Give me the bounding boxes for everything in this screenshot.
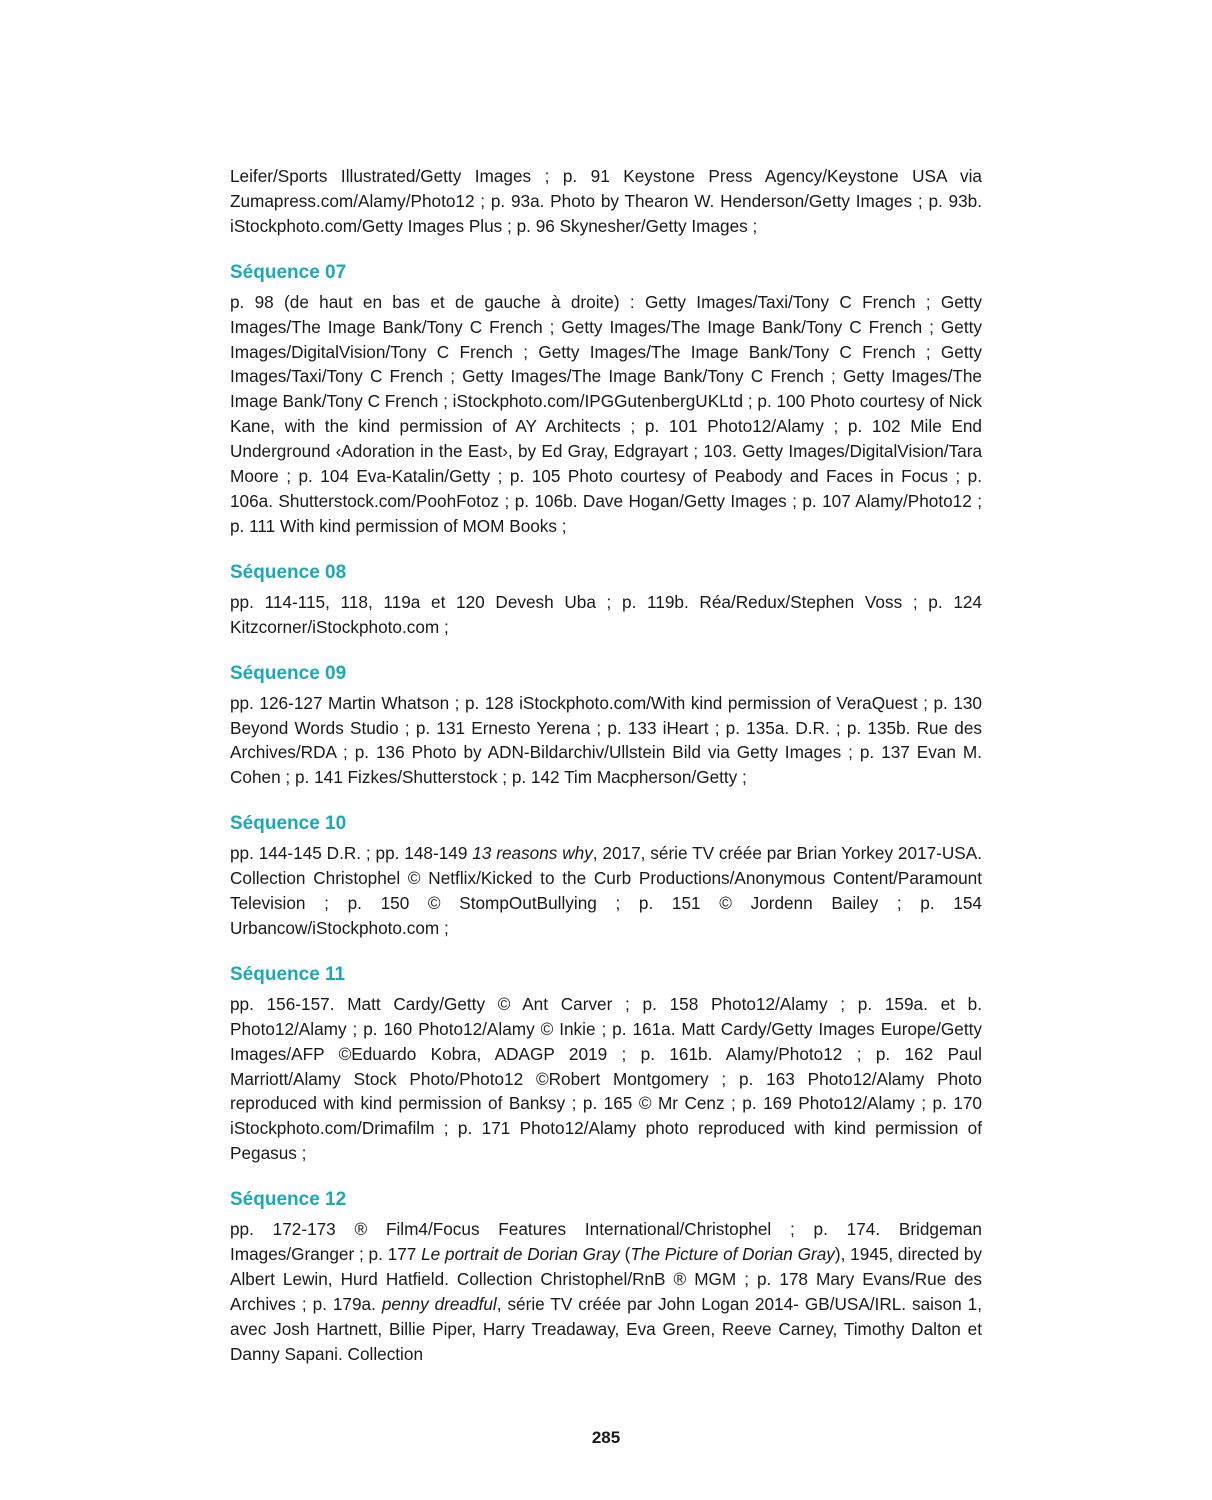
section-10-title-italic: 13 reasons why [472, 843, 593, 864]
section-12-text-c: ), 1945, directed by Albert Lewin, Hurd Hatfield. Collection Christophel/RnB ® MGM ; p. 178 Mary Evans/Rue des Archives ; p. 179a. [230, 1244, 983, 1314]
intro-paragraph: Leifer/Sports Illustrated/Getty Images ; p. 91 Keystone Press Agency/Keystone USA via Zumapress.com/Alamy/Photo12 ; p. 93a. Photo by Thearon W. Henderson/Getty Images ; p. 93b. iStockphoto.com/Getty Images Plus ; p. 96 Skynesher/Getty Images ; [230, 166, 982, 236]
section-10-text-b: , 2017, série TV créée par Brian Yorkey 2017-USA. Collection Christophel © Netflix/Kicked to the Curb Productions/Anonymous Content/Paramount Television ; p. 150 © StompOutBullying ; p. 151 © Jordenn Bailey ; p. 154 Urbancow/iStockphoto.com ; [230, 843, 982, 938]
section-heading-07: Séquence 07 [230, 261, 347, 283]
section-10-text-a: pp. 144-145 D.R. ; pp. 148-149 [230, 843, 473, 864]
section-heading-10: Séquence 10 [230, 813, 347, 835]
section-12-text-a: pp. 172-173 ® Film4/Focus Features International/Christophel ; p. 174. Bridgeman Images/Granger ; p. 177 [230, 1219, 982, 1265]
section-text-07: p. 98 (de haut en bas et de gauche à droite) : Getty Images/Taxi/Tony C French ; Getty Images/The Image Bank/Tony C French ; Getty Images/The Image Bank/Tony C French ; Getty Images/DigitalVision/Tony C French ; Getty Images/The Image Bank/Tony C French ; Getty Images/Taxi/Tony C French ; Getty Images/The Image Bank/Tony C French ; Getty Images/The Image Bank/Tony C French ; iStockphoto.com/IPGGutenbergUKLtd ; p. 100 Photo courtesy of Nick Kane, with the kind permission of AY Architects ; p. 101 Photo12/Alamy ; p. 102 Mile End Underground ‹Adoration in the East›, by Ed Gray, Edgrayart ; 103. Getty Images/DigitalVision/Tara Moore ; p. 104 Eva-Katalin/Getty ; p. 105 Photo courtesy of Peabody and Faces in Focus ; p. 106a. Shutterstock.com/PoohFotoz ; p. 106b. Dave Hogan/Getty Images ; p. 107 Alamy/Photo12 ; p. 111 With kind permission of MOM Books ; [230, 291, 982, 536]
section-heading-09: Séquence 09 [230, 662, 347, 684]
section-12-text-b: ( [619, 1244, 631, 1265]
credits-body [230, 164, 982, 1367]
section-heading-11: Séquence 11 [230, 963, 346, 985]
section-12-title-italic-a: Le portrait de Dorian Gray [421, 1244, 620, 1265]
section-12-title-italic-c: penny dreadful [381, 1293, 497, 1314]
section-text-08: pp. 114-115, 118, 119a et 120 Devesh Uba ; p. 119b. Réa/Redux/Stephen Voss ; p. 124 Kitzcorner/iStockphoto.com ; [230, 591, 982, 637]
section-text-12 [230, 1217, 982, 1366]
section-heading-08: Séquence 08 [230, 561, 347, 583]
page-number: 285 [591, 1428, 621, 1447]
section-text-09: pp. 126-127 Martin Whatson ; p. 128 iStockphoto.com/With kind permission of VeraQuest ; p. 130 Beyond Words Studio ; p. 131 Ernesto Yerena ; p. 133 iHeart ; p. 135a. D.R. ; p. 135b. Rue des Archives/RDA ; p. 136 Photo by ADN-Bildarchiv/Ullstein Bild via Getty Images ; p. 137 Evan M. Cohen ; p. 141 Fizkes/Shutterstock ; p. 142 Tim Macpherson/Getty ; [230, 692, 982, 788]
section-heading-12: Séquence 12 [230, 1189, 347, 1211]
section-text-10 [230, 841, 982, 941]
section-text-11: pp. 156-157. Matt Cardy/Getty © Ant Carver ; p. 158 Photo12/Alamy ; p. 159a. et b. Photo12/Alamy ; p. 160 Photo12/Alamy © Inkie ; p. 161a. Matt Cardy/Getty Images Europe/Getty Images/AFP ©Eduardo Kobra, ADAGP 2019 ; p. 161b. Alamy/Photo12 ; p. 162 Paul Marriott/Alamy Stock Photo/Photo12 ©Robert Montgomery ; p. 163 Photo12/Alamy Photo reproduced with kind permission of Banksy ; p. 165 © Mr Cenz ; p. 169 Photo12/Alamy ; p. 170 iStockphoto.com/Drimafilm ; p. 171 Photo12/Alamy photo reproduced with kind permission of Pegasus ; [230, 993, 982, 1164]
section-12-title-italic-b: The Picture of Dorian Gray [630, 1244, 835, 1265]
section-12-text-d: , série TV créée par John Logan 2014- GB/USA/IRL. saison 1, avec Josh Hartnett, Billie Piper, Harry Treadaway, Eva Green, Reeve Carney, Timothy Dalton et Danny Sapani. Collection [230, 1293, 982, 1364]
